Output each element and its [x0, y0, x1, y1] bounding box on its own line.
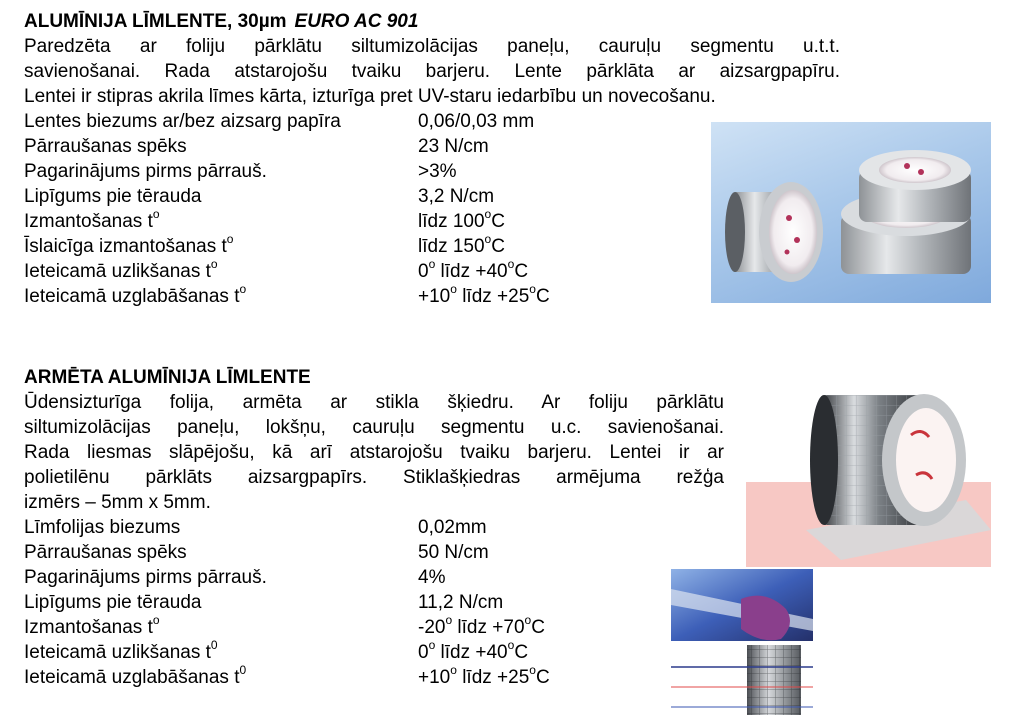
spec-label: Ieteicamā uzglabāšanas $t^0$ [24, 662, 247, 688]
spec-label: Lipīgums pie tērauda [24, 186, 202, 207]
spec-label: Izmantošanas $t^o$ [24, 206, 160, 232]
spec-label: Ieteicamā uzlikšanas $t^o$ [24, 256, 218, 282]
spec-value: 3,2 N/cm [418, 186, 495, 207]
section1-title: ALUMĪNIJA LĪMLENTE, 30µm EURO AC 901 [24, 11, 419, 32]
spec-value: 0$^o$ līdz $+40^oC$ [418, 637, 529, 663]
spec-value: $+10^o$ līdz $+25^oC$ [418, 281, 550, 307]
spec-label: Pagarinājums pirms pārrauš. [24, 161, 267, 182]
reinforced-tape-roll-illustration [746, 365, 991, 567]
spec-label: Pagarinājums pirms pārrauš. [24, 567, 267, 588]
spec-value: līdz 150$^o$C [418, 231, 505, 257]
spec-value: 0,02mm [418, 517, 487, 538]
spec-value: $+10^o$ līdz $+25^oC$ [418, 662, 550, 688]
spec-label: Izmantošanas $t^o$ [24, 612, 160, 638]
spec-row [24, 565, 724, 590]
spec-row [24, 540, 724, 565]
spec-row [24, 637, 724, 665]
section2-specs [24, 515, 724, 690]
spec-value: 0,06/0,03 mm [418, 111, 535, 132]
section-reinforced-aluminium-tape [24, 366, 724, 690]
spec-value: 11,2 N/cm [418, 592, 504, 613]
spec-label: Īslaicīga izmantošanas $t^o$ [24, 231, 234, 257]
section1-description: Paredzēta ar foliju pārklātu siltumizolācijas paneļu, cauruļu segmentu u.t.t. savienošanai. Rada atstarojošu tvaiku barjeru. Lente pārklāta ar aizsargpapīru. Lentei ir stipras akrila līmes kārta, izturīga pret UV-staru iedarbību un novecošanu. [24, 36, 840, 107]
spec-value: 23 N/cm [418, 136, 489, 157]
spec-label: Ieteicamā uzglabāšanas $t^o$ [24, 281, 247, 307]
spec-row [24, 662, 724, 690]
spec-value: -20$^o$ līdz $+70^oC$ [418, 612, 545, 638]
spec-label: Ieteicamā uzlikšanas $t^0$ [24, 637, 218, 663]
spec-label: Lentes biezums ar/bez aizsarg papīra [24, 111, 341, 132]
spec-row [24, 590, 724, 615]
section2-description: Ūdensizturīga folija, armēta ar stikla šķiedru. Ar foliju pārklātu siltumizolācijas paneļu, lokšņu, cauruļu segmentu u.c. savienošanai. Rada liesmas slāpējošu, kā arī atstarojošu tvaiku barjeru. Lentei ir ar polietilēnu pārklāts aizsargpapīrs. Stiklašķiedras armējuma režģa izmērs – 5mm x 5mm. [24, 392, 724, 513]
spec-value: 0$^o$ līdz $+40^oC$ [418, 256, 529, 282]
spec-value: līdz 100$^o$C [418, 206, 505, 232]
spec-label: Līmfolijas biezums [24, 517, 181, 538]
spec-value: >3% [418, 161, 457, 182]
spec-label: Pārraušanas spēks [24, 542, 187, 563]
aluminium-tape-photo [711, 122, 991, 303]
spec-value: 50 N/cm [418, 542, 489, 563]
spec-value: 4% [418, 567, 446, 588]
spec-label: Pārraušanas spēks [24, 136, 187, 157]
tape-application-photo [671, 569, 813, 719]
spec-row [24, 515, 724, 540]
tape-application-illustration [671, 569, 813, 719]
spec-label: Lipīgums pie tērauda [24, 592, 202, 613]
section2-title: ARMĒTA ALUMĪNIJA LĪMLENTE [24, 367, 311, 388]
reinforced-tape-photo [746, 365, 991, 567]
spec-row [24, 612, 724, 640]
section1-model: EURO AC 901 [294, 11, 419, 32]
tape-rolls-illustration [711, 122, 991, 303]
